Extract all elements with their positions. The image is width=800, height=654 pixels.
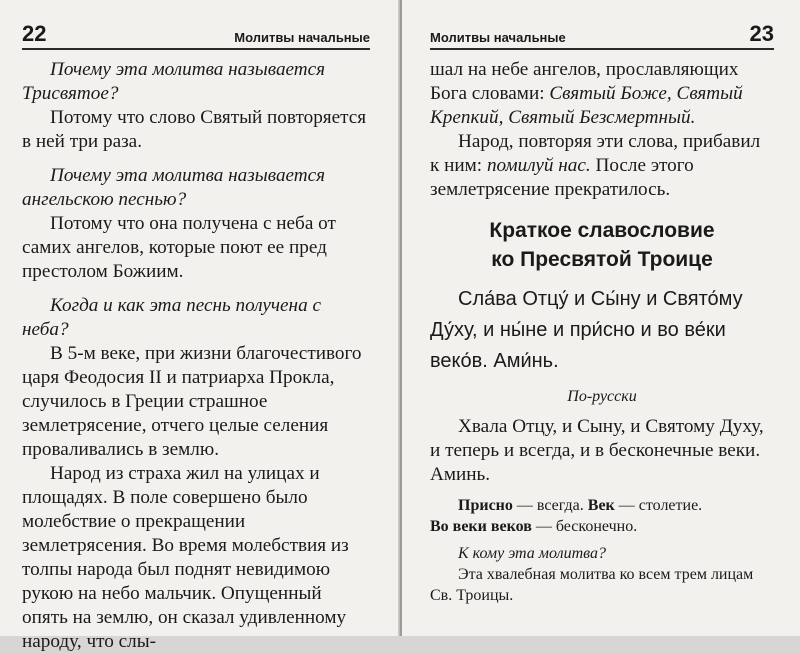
gloss-def: — бесконечно. <box>531 518 638 535</box>
prayer-russian: Хвала Отцу, и Сыну, и Святому Духу, и теперь и всегда, и в бесконечные веки. Аминь. <box>430 416 764 485</box>
left-page-header <box>22 6 370 50</box>
question-when-received: Когда и как эта песнь получена с неба? <box>22 295 321 340</box>
continuation-paragraph <box>430 58 774 130</box>
question-to-whom: К кому эта молитва? <box>458 545 606 562</box>
running-head-right: Молитвы начальные <box>430 30 566 45</box>
right-page-body <box>430 58 774 606</box>
heading-line-1: Краткое славословие <box>489 219 715 242</box>
gloss-def: — столетие. <box>614 497 703 514</box>
gloss-term: Во веки веков <box>430 518 532 535</box>
prayer-church-slavonic: Сла́ва Отцу́ и Сы́ну и Свято́му Ду́ху, и ны́не и при́сно и во ве́ки веко́в. Ами́нь. <box>430 288 743 372</box>
people-paragraph <box>430 130 774 202</box>
people-text-start: Народ, повторяя эти слова, прибавил к ним: <box>430 131 761 176</box>
gloss-term: Век <box>587 497 615 514</box>
question-trisvyatoe: Почему эта молитва называется Трисвятое? <box>22 59 326 104</box>
answer-to-whom: Эта хвалебная молитва ко всем трем лицам Св. Троицы. <box>430 566 754 604</box>
gloss-def: — всегда. <box>512 497 588 514</box>
running-head-left: Молитвы начальные <box>234 30 370 45</box>
continuation-text: шал на небе ангелов, прославляющих Бога словами: <box>430 59 739 104</box>
answer-angelic-song: Потому что она получена с неба от самих ангелов, которые поют ее пред престолом Божиим. <box>22 213 336 282</box>
answer-procession: Народ из страха жил на улицах и площадях. В поле совершено было молебствие о прекращении землетрясения. Во время молебствия из толпы народа был поднят невидимою рукою на небо мальчик. Опущенный опять на землю, он сказал удивленному народу, что слы- <box>22 463 349 652</box>
gloss-term: Присно <box>458 497 513 514</box>
angelic-words: Святый Боже, Святый Крепкий, Святый Безсмертный. <box>430 83 743 128</box>
subheading-russian: По-русски <box>567 388 637 405</box>
answer-trisvyatoe: Потому что слово Святый повторяется в ней три раза. <box>22 107 367 152</box>
lord-have-mercy: помилуй нас. <box>486 155 591 176</box>
page-number-left: 22 <box>22 21 47 46</box>
right-page <box>402 0 800 636</box>
people-text-end: После этого землетрясение прекратилось. <box>430 155 694 200</box>
left-page-body <box>22 58 370 654</box>
section-heading <box>430 216 774 274</box>
glossary <box>430 495 774 537</box>
page-number-right: 23 <box>749 21 774 46</box>
left-page <box>0 0 398 652</box>
answer-earthquake: В 5-м веке, при жизни благочестивого царя Феодосия II и патриарха Прокла, случилось в Греции страшное землетрясение, отчего целые селения проваливались в землю. <box>22 343 362 460</box>
heading-line-2: ко Пресвятой Троице <box>491 248 713 271</box>
question-angelic-song: Почему эта молитва называется ангельскою песнью? <box>22 165 326 210</box>
right-page-header <box>430 6 774 50</box>
